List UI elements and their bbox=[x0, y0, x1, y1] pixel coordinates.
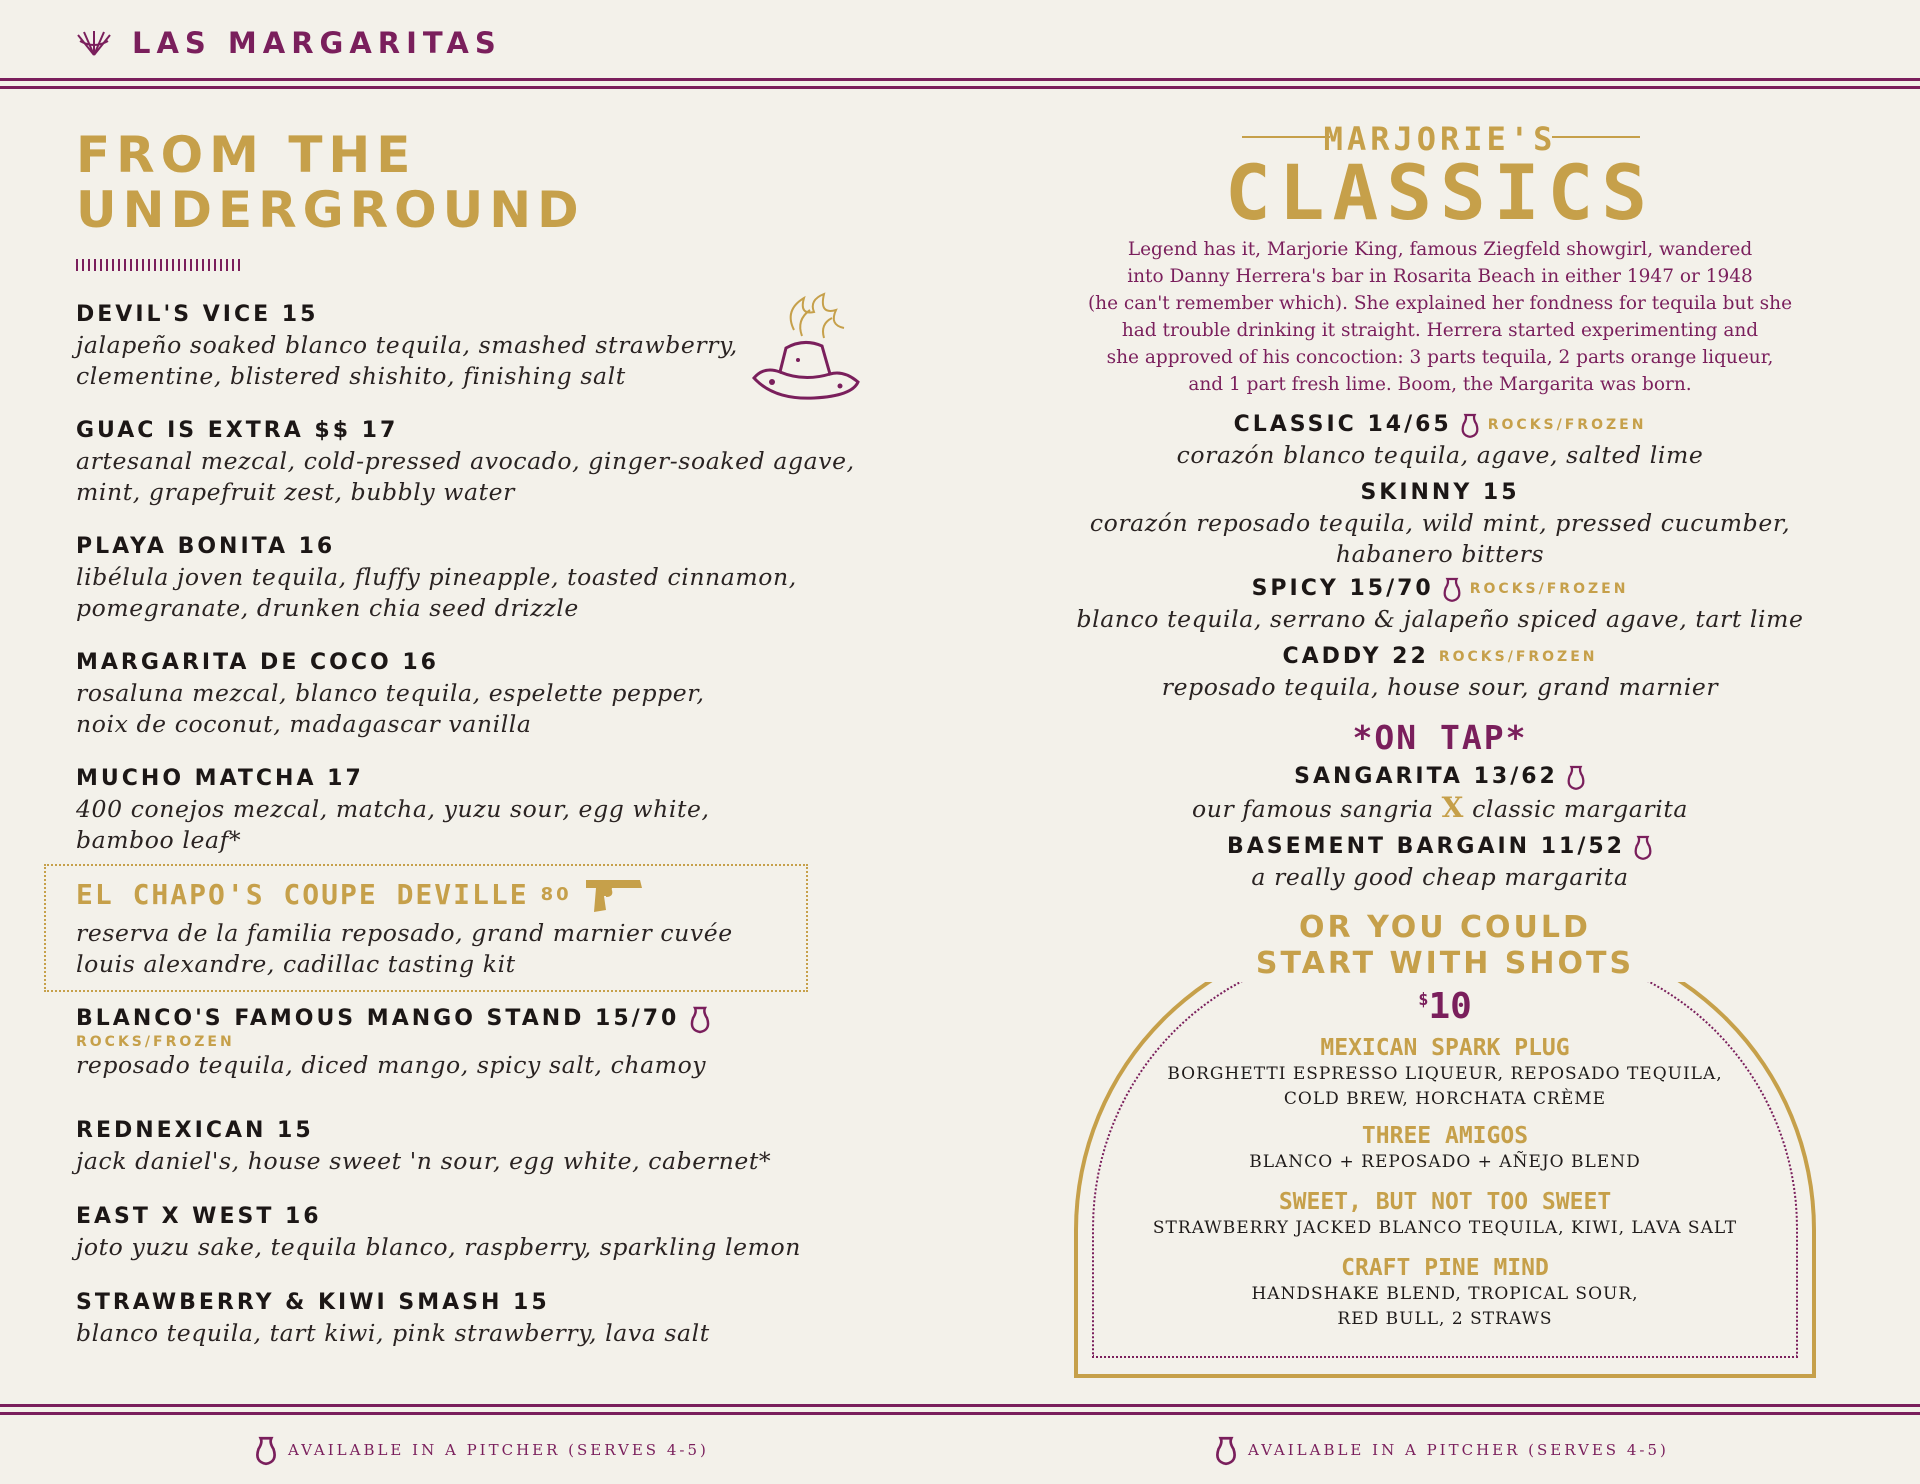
shot-name: SWEET, BUT NOT TOO SWEET bbox=[1278, 1189, 1612, 1215]
item-name: EL CHAPO'S COUPE DEVILLE bbox=[76, 877, 529, 911]
title-line-2: UNDERGROUND bbox=[76, 181, 585, 239]
tick-divider bbox=[76, 259, 244, 271]
pistol-icon bbox=[584, 874, 646, 914]
legend-line: Legend has it, Marjorie King, famous Ziegfeld showgirl, wandered bbox=[1127, 239, 1753, 260]
title-line-1: FROM THE bbox=[76, 126, 417, 184]
legend-line: into Danny Herrera's bar in Rosarita Beach in either 1947 or 1948 bbox=[1127, 266, 1753, 287]
shot-item-sweet-but-not-too-sweet bbox=[1100, 1188, 1790, 1241]
item-name: SPICY 15/70 bbox=[1251, 576, 1434, 601]
legend-line: (he can't remember which). She explained her fondness for tequila but she bbox=[1087, 293, 1793, 314]
flaming-hat-icon bbox=[744, 290, 864, 408]
shot-item-craft-pine-mind bbox=[1100, 1254, 1790, 1332]
item-desc: joto yuzu sake, tequila blanco, raspberry, sparkling lemon bbox=[76, 1233, 801, 1261]
pitcher-icon bbox=[254, 1434, 278, 1466]
shot-name: CRAFT PINE MIND bbox=[1341, 1255, 1549, 1281]
menu-item-blancos-famous-mango-stand bbox=[76, 1004, 896, 1081]
brand bbox=[74, 26, 502, 60]
legend-line: had trouble drinking it straight. Herrera started experimenting and bbox=[1121, 320, 1759, 341]
shots-arch-base bbox=[1074, 1374, 1816, 1378]
price-value: 10 bbox=[1428, 986, 1472, 1027]
item-desc: mint, grapefruit zest, bubbly water bbox=[76, 478, 516, 506]
item-desc: reserva de la familia reposado, grand marnier cuvée bbox=[76, 919, 733, 947]
item-tag: ROCKS/FROZEN bbox=[1438, 649, 1598, 665]
shots-title bbox=[1200, 910, 1690, 982]
item-price: 80 bbox=[540, 883, 572, 905]
pitcher-note-left bbox=[254, 1434, 709, 1466]
item-desc: corazón reposado tequila, wild mint, pressed cucumber, bbox=[1089, 509, 1791, 537]
classics-title-main: CLASSICS bbox=[1224, 148, 1656, 237]
bottom-rule-1 bbox=[0, 1404, 1920, 1407]
classic-item-classic bbox=[1030, 410, 1850, 471]
item-desc: bamboo leaf* bbox=[76, 826, 242, 854]
shot-name: MEXICAN SPARK PLUG bbox=[1320, 1035, 1570, 1061]
classic-item-caddy bbox=[1030, 642, 1850, 703]
menu-item-guac-is-extra bbox=[76, 416, 896, 508]
pitcher-icon bbox=[689, 1004, 711, 1034]
shot-desc: HANDSHAKE BLEND, TROPICAL SOUR, bbox=[1251, 1284, 1639, 1304]
item-tag: ROCKS/FROZEN bbox=[1469, 581, 1629, 597]
item-name: CLASSIC 14/65 bbox=[1233, 412, 1452, 437]
item-desc: reposado tequila, diced mango, spicy salt, chamoy bbox=[76, 1051, 707, 1079]
shot-item-three-amigos bbox=[1100, 1122, 1790, 1175]
pitcher-note-right bbox=[1214, 1434, 1669, 1466]
price-symbol: $ bbox=[1418, 990, 1429, 1010]
shot-desc: BORGHETTI ESPRESSO LIQUEUR, REPOSADO TEQUILA, bbox=[1167, 1064, 1723, 1084]
item-desc: our famous sangria bbox=[1191, 795, 1434, 823]
item-tag: ROCKS/FROZEN bbox=[76, 1034, 235, 1050]
shots-price bbox=[1360, 986, 1530, 1027]
on-tap-heading: *ON TAP* bbox=[1352, 718, 1528, 757]
item-desc: corazón blanco tequila, agave, salted lime bbox=[1176, 441, 1704, 469]
item-desc: blanco tequila, tart kiwi, pink strawberry, lava salt bbox=[76, 1319, 710, 1347]
classics-title-top: MARJORIE'S bbox=[1323, 120, 1557, 158]
item-name: BASEMENT BARGAIN 11/52 bbox=[1226, 834, 1625, 859]
item-desc: classic margarita bbox=[1472, 795, 1689, 823]
shot-name: THREE AMIGOS bbox=[1361, 1123, 1529, 1149]
top-rule-1 bbox=[0, 78, 1920, 81]
item-desc: jack daniel's, house sweet 'n sour, egg white, cabernet* bbox=[76, 1147, 772, 1175]
shot-desc: COLD BREW, HORCHATA CRÈME bbox=[1283, 1089, 1607, 1109]
shots-title-line-1: OR YOU COULD bbox=[1299, 910, 1591, 945]
pitcher-icon bbox=[1442, 575, 1462, 603]
classic-item-spicy bbox=[1030, 574, 1850, 635]
item-desc: noix de coconut, madagascar vanilla bbox=[76, 710, 532, 738]
item-name: MARGARITA DE COCO 16 bbox=[76, 650, 439, 675]
item-name: MUCHO MATCHA 17 bbox=[76, 766, 364, 791]
menu-item-strawberry-kiwi-smash bbox=[76, 1288, 896, 1349]
item-desc: reposado tequila, house sour, grand marnier bbox=[1161, 673, 1719, 701]
item-desc: habanero bitters bbox=[1335, 540, 1545, 568]
item-desc: clementine, blistered shishito, finishing salt bbox=[76, 362, 626, 390]
top-rule-2 bbox=[0, 86, 1920, 89]
item-desc: blanco tequila, serrano & jalapeño spiced agave, tart lime bbox=[1076, 605, 1804, 633]
pitcher-icon bbox=[1460, 411, 1480, 439]
pitcher-note-text: AVAILABLE IN A PITCHER (SERVES 4-5) bbox=[288, 1441, 709, 1459]
item-desc: libélula joven tequila, fluffy pineapple, toasted cinnamon, bbox=[76, 563, 797, 591]
item-name: SANGARITA 13/62 bbox=[1294, 764, 1558, 789]
pitcher-icon bbox=[1214, 1434, 1238, 1466]
tap-item-basement-bargain bbox=[1030, 832, 1850, 893]
item-name: STRAWBERRY & KIWI SMASH 15 bbox=[76, 1290, 550, 1315]
item-name: BLANCO'S FAMOUS MANGO STAND 15/70 bbox=[76, 1006, 680, 1031]
item-name: EAST X WEST 16 bbox=[76, 1204, 322, 1229]
legend-line: and 1 part fresh lime. Boom, the Margarita was born. bbox=[1188, 374, 1692, 395]
item-desc: louis alexandre, cadillac tasting kit bbox=[76, 950, 516, 978]
pitcher-icon bbox=[1566, 763, 1586, 791]
item-name: CADDY 22 bbox=[1282, 644, 1429, 669]
menu-item-mucho-matcha bbox=[76, 764, 896, 856]
menu-item-rednexican bbox=[76, 1116, 896, 1177]
item-desc: 400 conejos mezcal, matcha, yuzu sour, egg white, bbox=[76, 795, 710, 823]
shot-desc: STRAWBERRY JACKED BLANCO TEQUILA, KIWI, LAVA SALT bbox=[1152, 1218, 1738, 1238]
cross-mark: X bbox=[1441, 791, 1464, 824]
item-tag: ROCKS/FROZEN bbox=[1487, 417, 1647, 433]
classic-item-skinny bbox=[1030, 478, 1850, 570]
item-name: PLAYA BONITA 16 bbox=[76, 534, 336, 559]
palm-fan-icon bbox=[74, 29, 114, 57]
menu-item-el-chapos-coupe-deville bbox=[76, 874, 896, 980]
shot-desc: BLANCO + REPOSADO + AÑEJO BLEND bbox=[1249, 1152, 1641, 1172]
item-desc: jalapeño soaked blanco tequila, smashed strawberry, bbox=[76, 331, 738, 359]
legend-paragraph bbox=[1030, 236, 1850, 398]
tap-item-sangarita bbox=[1030, 762, 1850, 825]
item-desc: artesanal mezcal, cold-pressed avocado, ginger-soaked agave, bbox=[76, 447, 855, 475]
brand-name: LAS MARGARITAS bbox=[132, 26, 502, 60]
item-name: SKINNY 15 bbox=[1360, 480, 1520, 505]
menu-item-margarita-de-coco bbox=[76, 648, 896, 740]
item-desc: rosaluna mezcal, blanco tequila, espelette pepper, bbox=[76, 679, 705, 707]
shots-title-line-2: START WITH SHOTS bbox=[1255, 946, 1635, 981]
item-desc: pomegranate, drunken chia seed drizzle bbox=[76, 594, 579, 622]
item-name: DEVIL'S VICE 15 bbox=[76, 302, 319, 327]
item-desc: a really good cheap margarita bbox=[1251, 863, 1629, 891]
section-title-underground bbox=[76, 128, 585, 238]
shot-desc: RED BULL, 2 STRAWS bbox=[1337, 1309, 1553, 1329]
menu-item-east-x-west bbox=[76, 1202, 896, 1263]
pitcher-icon bbox=[1633, 833, 1653, 861]
item-name: REDNEXICAN 15 bbox=[76, 1118, 314, 1143]
shot-item-mexican-spark-plug bbox=[1100, 1034, 1790, 1112]
legend-line: she approved of his concoction: 3 parts tequila, 2 parts orange liqueur, bbox=[1106, 347, 1774, 368]
item-name: GUAC IS EXTRA $$ 17 bbox=[76, 418, 399, 443]
menu-item-playa-bonita bbox=[76, 532, 896, 624]
pitcher-note-text: AVAILABLE IN A PITCHER (SERVES 4-5) bbox=[1248, 1441, 1669, 1459]
bottom-rule-2 bbox=[0, 1412, 1920, 1415]
